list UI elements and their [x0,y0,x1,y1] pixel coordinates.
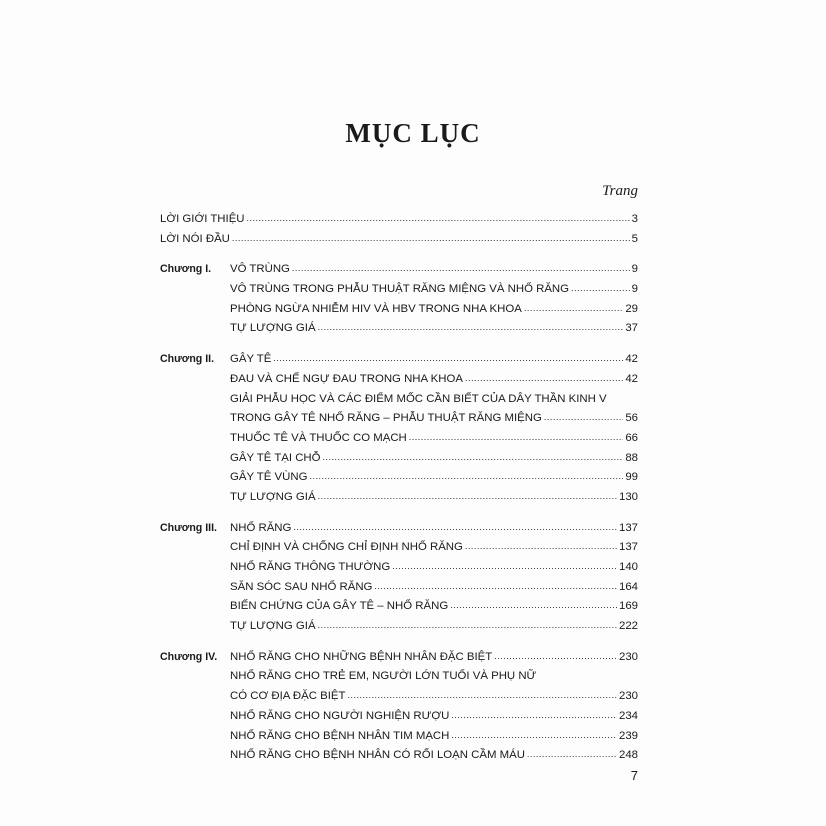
toc-entry [160,597,638,617]
toc-entry-label: THUỐC TÊ VÀ THUỐC CO MẠCH [230,431,407,444]
dot-leader [323,448,624,468]
toc-entry-label: GÂY TÊ VÙNG [230,471,308,484]
toc-entry-label: CHỈ ĐỊNH VÀ CHỐNG CHỈ ĐỊNH NHỔ RĂNG [230,541,463,554]
dot-leader [273,349,623,369]
toc-entry-label: CÓ CƠ ĐỊA ĐẶC BIỆT [230,690,346,703]
toc-entry-label: LỜI NÓI ĐẦU [160,232,230,245]
toc-entry-page: 222 [618,620,638,633]
dot-leader [318,318,624,338]
toc-entry [160,409,638,429]
chapter-label: Chương I. [160,263,212,276]
toc-entry [160,449,638,469]
toc-entry-label: BIẾN CHỨNG CỦA GÂY TÊ – NHỔ RĂNG [230,600,449,613]
page-column-label: Trang [602,183,638,199]
toc-entry [160,667,638,687]
toc-entry-label: ĐAU VÀ CHẾ NGỰ ĐAU TRONG NHA KHOA [230,372,463,385]
toc-entry-page: 169 [618,600,638,613]
toc-entry [160,370,638,390]
toc-entry-page: 42 [625,353,638,366]
toc-entry-page: 5 [631,232,638,245]
toc-entry-page: 9 [631,263,638,276]
toc-entry [160,390,638,410]
dot-leader [292,259,630,279]
dot-leader [450,596,617,616]
toc-entry [160,230,638,250]
toc-entry-label: NHỔ RĂNG CHO TRẺ EM, NGƯỜI LỚN TUỔI VÀ PHỤ NỮ [230,670,537,683]
toc-entry [160,648,638,668]
dot-leader [309,467,623,487]
toc-entry-label: NHỔ RĂNG CHO NGƯỜI NGHIỆN RƯỢU [230,709,450,722]
dot-leader [318,487,617,507]
toc-entry-page: 9 [631,283,638,296]
toc-entry-page: 130 [618,490,638,503]
toc-entry-page: 234 [618,709,638,722]
dot-leader [409,428,624,448]
toc-entry-label: GÂY TÊ TẠI CHỖ [230,451,321,464]
toc-entry [160,210,638,230]
dot-leader [527,745,617,765]
toc-entry-label: NHỔ RĂNG CHO BỆNH NHÂN CÓ RỐI LOẠN CẦM MÁU [230,749,525,762]
toc-entry [160,429,638,449]
toc-entry-page: 137 [618,541,638,554]
toc-entry-page: 248 [618,749,638,762]
toc-entry [160,727,638,747]
toc-entry [160,538,638,558]
toc-entry-label: LỜI GIỚI THIỆU [160,213,245,225]
toc-entry-label: NHỔ RĂNG CHO NHỮNG BỆNH NHÂN ĐẶC BIỆT [230,650,493,663]
dot-leader [571,279,630,299]
toc-entry [160,558,638,578]
toc-entry [160,300,638,320]
toc-entry-label: TỰ LƯỢNG GIÁ [230,322,316,335]
dot-leader [374,577,617,597]
toc-entry-page: 3 [631,213,638,225]
toc-entry-label: GIẢI PHẪU HỌC VÀ CÁC ĐIỂM MỐC CẦN BIẾT CỦA DÂY THẦN KINH V [230,392,607,405]
toc-entry [160,746,638,766]
toc-entry [160,319,638,339]
toc-entry [160,488,638,508]
chapter-label: Chương IV. [160,650,218,663]
toc-entry [160,687,638,707]
toc-entry-page: 137 [618,521,638,534]
toc-entry [160,280,638,300]
toc-entry [160,350,638,370]
toc-entry-page: 66 [625,431,638,444]
dot-leader [347,686,617,706]
toc-entry-page: 99 [625,471,638,484]
table-of-contents [160,210,638,766]
toc-entry [160,468,638,488]
dot-leader [494,647,617,667]
dot-leader [392,557,617,577]
dot-leader [318,616,617,636]
toc-entry-page: 29 [625,302,638,315]
dot-leader [544,408,624,428]
dot-leader [465,537,617,557]
dot-leader [247,209,630,229]
dot-leader [293,518,617,538]
toc-entry-page: 239 [618,729,638,742]
toc-entry [160,617,638,637]
toc-entry-page: 56 [625,412,638,425]
toc-entry-page: 88 [625,451,638,464]
toc-entry [160,519,638,539]
chapter-label: Chương II. [160,353,215,366]
dot-leader [232,229,630,249]
toc-entry-label: NHỔ RĂNG CHO BỆNH NHÂN TIM MẠCH [230,729,450,742]
page-title: MỤC LỤC [345,118,481,148]
toc-entry-label: TỰ LƯỢNG GIÁ [230,490,316,503]
toc-entry-label: TRONG GÂY TÊ NHỔ RĂNG – PHẪU THUẬT RĂNG MIỆNG [230,412,542,425]
toc-entry-label: NHỔ RĂNG THÔNG THƯỜNG [230,561,391,573]
dot-leader [451,706,617,726]
toc-entry-page: 140 [618,561,638,573]
toc-entry-label: NHỔ RĂNG [230,521,292,534]
toc-entry-label: VÔ TRÙNG [230,263,290,276]
dot-leader [524,299,624,319]
toc-entry-label: PHÒNG NGỪA NHIỄM HIV VÀ HBV TRONG NHA KHOA [230,302,522,315]
toc-entry [160,260,638,280]
toc-entry-label: TỰ LƯỢNG GIÁ [230,620,316,633]
toc-entry [160,707,638,727]
toc-entry-page: 37 [625,322,638,335]
toc-entry-label: VÔ TRÙNG TRONG PHẪU THUẬT RĂNG MIỆNG VÀ NHỔ RĂNG [230,283,570,296]
toc-entry-page: 230 [618,650,638,663]
chapter-label: Chương III. [160,521,217,534]
toc-entry-page: 42 [625,372,638,385]
page-number: 7 [630,768,638,783]
toc-entry-page: 230 [618,690,638,703]
toc-entry-label: SĂN SÓC SAU NHỔ RĂNG [230,580,373,593]
toc-entry-label: GÂY TÊ [230,353,272,366]
toc-entry [160,578,638,598]
dot-leader [451,726,617,746]
toc-entry-page: 164 [618,580,638,593]
dot-leader [465,369,623,389]
